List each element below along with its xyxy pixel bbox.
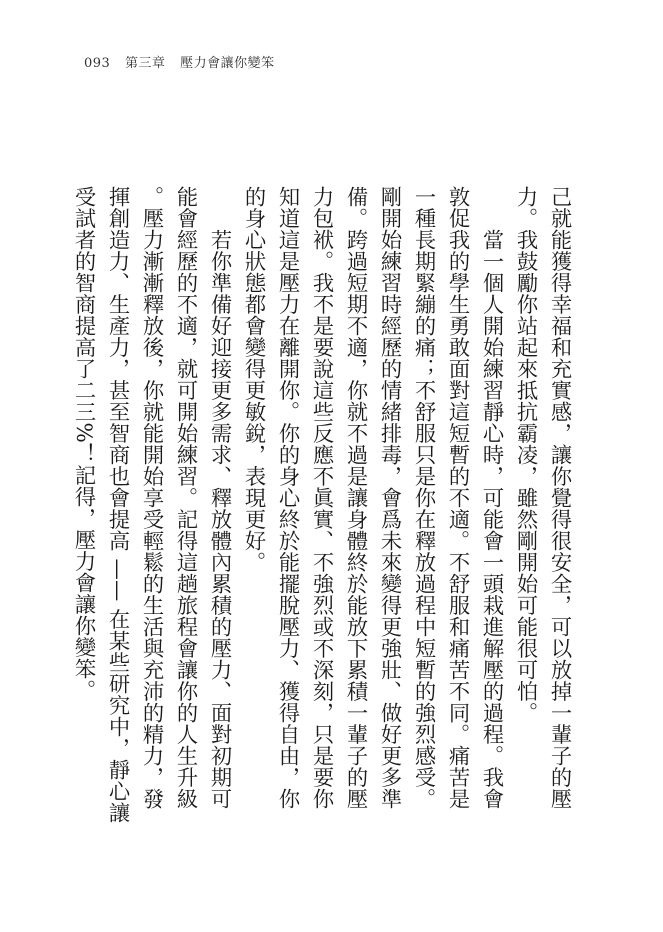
paragraph-2: 當一個人開始練習靜心時，可能會一頭栽進解壓的過程。我會敦促我的學生勇敢面對這短暫的不適。不舒服和痛苦不同。痛苦是一種長期緊繃的痛；不舒服只是你在釋放過程中短暫的強烈感受。剛開始練習時經歷的情緒排毒，會爲未來變得更強壯、做好更多準備。跨過短期不適，你就不過是讓身體終於能放下累積一輩子的壓力包袱。我不是要說這些反應不眞實、不強烈或不深刻，只是要你知道這是壓力在離開你。你的身心終於能擺脫壓力、獲得自由，你的身心狀態都會變得更敏銳，表現更好。 (241, 186, 504, 810)
paragraph-1: 己就能獲得幸福和充實感，讓你覺得很安全，可以放掉一輩子的壓力。我鼓勵你站起來抵抗霸凌，雖然剛開始可能很可怕。 (513, 186, 572, 810)
running-head (84, 52, 285, 71)
chapter-title: 壓力會讓你變笨 (180, 56, 275, 71)
body-text-vertical (71, 186, 576, 828)
chapter-label: 第三章 (124, 56, 166, 71)
paragraph-3: 若你準備好迎接更多需求、釋放體內累積的壓力、面對初期可能會經歷的不適，就可開始練習。記得這趟旅程會讓你的人生升級。壓力漸漸釋放後，你就能開始享受輕鬆的生活與充沛的精力，發揮創造力、生產力，甚至智商也會提高 —— 在某些研究中，靜心讓受試者的智商提高了二三%！記得，壓力會讓你變笨。 (71, 186, 232, 824)
page-number: 093 (84, 56, 111, 71)
